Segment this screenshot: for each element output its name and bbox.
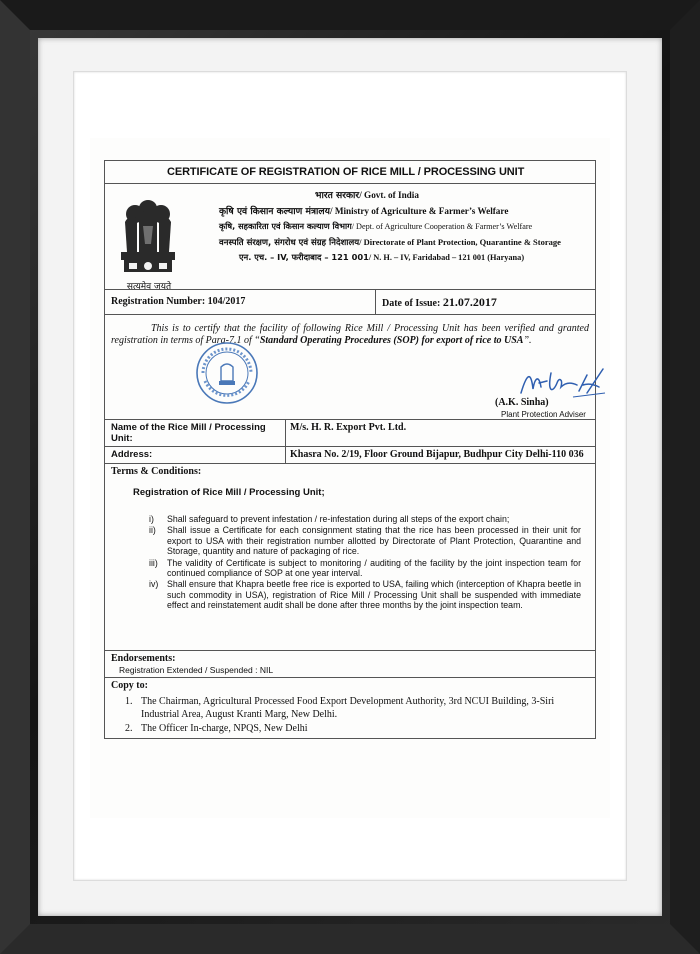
gov-line-1: भारत सरकार/ Govt. of India (315, 190, 419, 201)
signer-name: (A.K. Sinha) (495, 397, 549, 408)
gov-line-3: कृषि, सहकारिता एवं किसान कल्याण विभाग/ Dept. of Agriculture Cooperation & Farmer’s Welfare (219, 221, 533, 231)
unit-name-label: Name of the Rice Mill / Processing Unit: (105, 420, 286, 446)
national-emblem-icon (115, 192, 181, 282)
list-item: i) Shall safeguard to prevent infestation / re-infestation during all steps of the export chain; (149, 514, 510, 524)
list-item: iii) The validity of Certificate is subject to monitoring / auditing of the facility by the joint inspection team for continued compliance of SOP at one year interval. (149, 557, 581, 579)
unit-name-value: M/s. H. R. Export Pvt. Ltd. (290, 422, 407, 433)
list-item: ii) Shall issue a Certificate for each consignment stating that the rice has been processed in their unit for export to USA with their registration number allotted by Directorate of Plant Protection, Quarantine and Storage, quantity and nature of packaging of rice. (149, 525, 581, 557)
certificate-document (104, 160, 596, 739)
issue-date-value: 21.07.2017 (442, 295, 497, 309)
gov-line-5: एन. एच. – IV, फरीदाबाद – 121 001/ N. H. – IV, Faridabad – 121 001 (Haryana) (239, 252, 525, 262)
list-item: 2. The Officer In-charge, NPQS, New Delhi (125, 723, 308, 734)
terms-and-conditions (105, 464, 595, 651)
government-header (105, 184, 595, 290)
official-seal-stamp (195, 341, 259, 405)
emblem-motto: सत्यमेव जयते (126, 282, 172, 292)
copy-to-list (125, 696, 587, 738)
list-item: iv) Shall ensure that Khapra beetle free rice is exported to USA, failing which (interception of Khapra beetle in such commodity in USA), registration of Rice Mill / Processing Unit shall be suspended with immediate effect and reinstatement audit shall be done after three months by the joint inspection team. (149, 579, 581, 611)
certification-text: This is to certify that the facility of following Rice Mill / Processing Unit has been verified and granted registration in terms of Para-7.1 of “Standard Operating Procedures (SOP) for export of rice to USA”. (111, 323, 589, 346)
certificate-title: CERTIFICATE OF REGISTRATION OF RICE MILL / PROCESSING UNIT (105, 161, 595, 184)
ministry-lines (219, 188, 597, 266)
signer-title: Plant Protection Adviser (501, 410, 586, 419)
unit-name-row (105, 420, 595, 447)
address-label: Address: (105, 447, 286, 463)
list-item: 1. The Chairman, Agricultural Processed Food Export Development Authority, 3rd NCUI Building, 3-Siri Industrial Area, August Kranti Marg, New Delhi. (125, 696, 555, 720)
endorsements-value: Registration Extended / Suspended : NIL (119, 665, 274, 675)
copy-to (105, 678, 595, 738)
gov-line-2: कृषि एवं किसान कल्याण मंत्रालय/ Ministry of Agriculture & Farmer’s Welfare (219, 205, 509, 217)
gov-line-4: वनस्पति संरक्षण, संगरोध एवं संग्रह निदेशालय/ Directorate of Plant Protection, Quarantine & Storage (219, 236, 561, 248)
certification-statement (105, 315, 595, 420)
endorsements-title: Endorsements: (111, 653, 176, 664)
terms-title: Terms & Conditions: (111, 466, 202, 477)
endorsements (105, 651, 595, 678)
copy-to-title: Copy to: (111, 680, 148, 691)
registration-row (105, 290, 595, 315)
terms-subtitle: Registration of Rice Mill / Processing Unit; (133, 487, 325, 498)
address-row (105, 447, 595, 464)
address-value: Khasra No. 2/19, Floor Ground Bijapur, Budhpur City Delhi-110 036 (290, 449, 584, 460)
terms-list (149, 514, 581, 612)
registration-number: Registration Number: 104/2017 (105, 290, 376, 314)
date-of-issue: Date of Issue: 21.07.2017 (382, 295, 497, 309)
